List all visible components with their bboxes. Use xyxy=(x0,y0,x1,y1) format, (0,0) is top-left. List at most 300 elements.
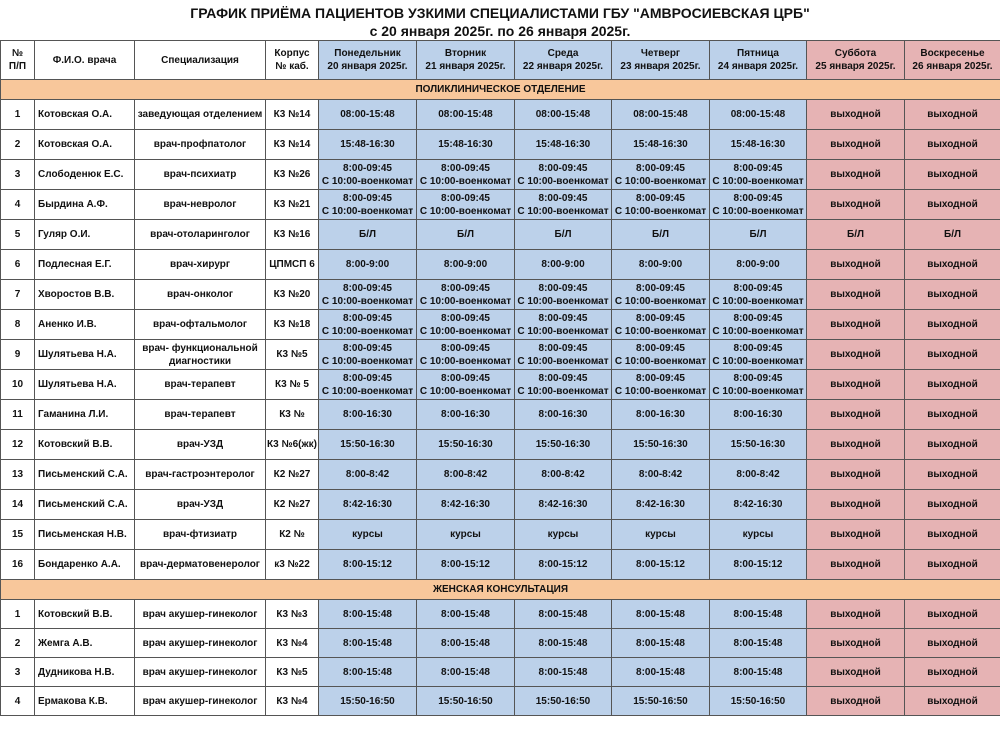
schedule-wednesday xyxy=(515,629,612,658)
schedule-line: выходной xyxy=(927,349,978,360)
schedule-line: 8:00-8:42 xyxy=(345,469,390,480)
schedule-line: 15:48-16:30 xyxy=(340,139,395,150)
schedule-monday xyxy=(319,340,417,370)
schedule-line: 8:00-16:30 xyxy=(441,409,490,420)
schedule-sunday xyxy=(905,280,1000,310)
table-row xyxy=(1,220,1000,250)
schedule-line: 8:00-16:30 xyxy=(538,409,588,420)
row-number: 12 xyxy=(1,430,35,460)
schedule-line: 8:00-09:45 xyxy=(636,312,685,324)
schedule-line: выходной xyxy=(830,666,881,678)
doctor-name: Письменский С.А. xyxy=(35,460,135,490)
doctor-name: Письменская Н.В. xyxy=(35,520,135,550)
schedule-line: 8:00-15:48 xyxy=(343,666,392,678)
schedule-line: 8:00-15:48 xyxy=(733,608,783,620)
header-name: Ф.И.О. врача xyxy=(35,41,135,80)
doctor-name: Котовская О.А. xyxy=(35,130,135,160)
schedule-line: 8:00-15:12 xyxy=(538,559,588,570)
schedule-sunday xyxy=(905,130,1000,160)
schedule-monday xyxy=(319,370,417,400)
schedule-line: С 10:00-военкомат xyxy=(614,325,707,337)
row-number: 14 xyxy=(1,490,35,520)
row-number: 5 xyxy=(1,220,35,250)
doctor-name: Шулятьева Н.А. xyxy=(35,370,135,400)
specialization xyxy=(135,160,266,190)
schedule-saturday xyxy=(807,280,905,310)
specialization-line: заведующая отделением xyxy=(137,109,263,120)
doctor-name: Гуляр О.И. xyxy=(35,220,135,250)
schedule-line: С 10:00-военкомат xyxy=(614,175,707,187)
header-day-tuesday: Вторник 21 января 2025г. xyxy=(417,41,515,80)
specialization-line: врач-УЗД xyxy=(176,499,224,510)
schedule-line: 8:42-16:30 xyxy=(441,499,490,510)
table-row xyxy=(1,687,1000,716)
schedule-line: выходной xyxy=(830,289,881,300)
schedule-line: Б/Л xyxy=(749,229,767,240)
schedule-monday xyxy=(319,550,417,580)
row-number: 10 xyxy=(1,370,35,400)
schedule-tuesday xyxy=(417,600,515,629)
header-day-friday: Пятница 24 января 2025г. xyxy=(710,41,807,80)
schedule-monday xyxy=(319,400,417,430)
schedule-line: 08:00-15:48 xyxy=(730,109,786,120)
row-number: 4 xyxy=(1,190,35,220)
schedule-tuesday xyxy=(417,460,515,490)
schedule-tuesday xyxy=(417,370,515,400)
schedule-thursday xyxy=(612,629,710,658)
table-row xyxy=(1,629,1000,658)
doctor-name: Ермакова К.В. xyxy=(35,687,135,716)
schedule-thursday xyxy=(612,430,710,460)
schedule-wednesday xyxy=(515,370,612,400)
schedule-line: С 10:00-военкомат xyxy=(712,355,804,367)
table-row xyxy=(1,520,1000,550)
room: К3 №5 xyxy=(266,340,319,370)
schedule-line: 8:00-09:45 xyxy=(636,342,685,354)
schedule-line: Б/Л xyxy=(359,229,376,240)
schedule-line: курсы xyxy=(645,529,676,540)
schedule-line: 8:00-15:48 xyxy=(343,608,392,620)
schedule-monday xyxy=(319,220,417,250)
schedule-line: Б/Л xyxy=(457,229,474,240)
schedule-line: выходной xyxy=(927,319,978,330)
schedule-line: С 10:00-военкомат xyxy=(419,295,512,307)
schedule-thursday xyxy=(612,490,710,520)
specialization xyxy=(135,370,266,400)
table-row xyxy=(1,550,1000,580)
schedule-line: 15:50-16:30 xyxy=(340,439,395,450)
schedule-saturday xyxy=(807,160,905,190)
schedule-line: 15:48-16:30 xyxy=(535,139,591,150)
schedule-line: 8:00-15:48 xyxy=(343,637,392,649)
schedule-line: 8:00-9:00 xyxy=(736,259,780,270)
schedule-saturday xyxy=(807,629,905,658)
schedule-line: С 10:00-военкомат xyxy=(712,325,804,337)
schedule-line: С 10:00-военкомат xyxy=(517,355,609,367)
schedule-saturday xyxy=(807,250,905,280)
schedule-monday xyxy=(319,520,417,550)
specialization-line: врач-онколог xyxy=(166,289,234,300)
schedule-line: 8:00-9:00 xyxy=(638,259,683,270)
schedule-line: С 10:00-военкомат xyxy=(712,295,804,307)
specialization xyxy=(135,100,266,130)
header-day-thursday: Четверг 23 января 2025г. xyxy=(612,41,710,80)
schedule-saturday xyxy=(807,370,905,400)
schedule-thursday xyxy=(612,160,710,190)
schedule-monday xyxy=(319,600,417,629)
schedule-friday xyxy=(710,490,807,520)
schedule-wednesday xyxy=(515,460,612,490)
schedule-line: 15:50-16:50 xyxy=(633,695,688,707)
doctor-name: Шулятьева Н.А. xyxy=(35,340,135,370)
specialization xyxy=(135,310,266,340)
room: К2 №27 xyxy=(266,460,319,490)
schedule-line: 8:42-16:30 xyxy=(636,499,685,510)
schedule-line: 8:00-15:48 xyxy=(538,637,588,649)
table-row xyxy=(1,600,1000,629)
schedule-tuesday xyxy=(417,100,515,130)
table-row xyxy=(1,340,1000,370)
schedule-line: С 10:00-военкомат xyxy=(517,295,609,307)
specialization xyxy=(135,629,266,658)
schedule-monday xyxy=(319,160,417,190)
doctor-name: Бондаренко А.А. xyxy=(35,550,135,580)
row-number: 16 xyxy=(1,550,35,580)
doctor-name: Котовский В.В. xyxy=(35,600,135,629)
room: К3 № xyxy=(266,400,319,430)
schedule-line: выходной xyxy=(927,199,978,210)
schedule-saturday xyxy=(807,100,905,130)
schedule-line: 8:00-8:42 xyxy=(541,469,585,480)
schedule-line: С 10:00-военкомат xyxy=(419,385,512,397)
doctor-name: Слободенюк Е.С. xyxy=(35,160,135,190)
schedule-friday xyxy=(710,629,807,658)
schedule-line: 8:00-09:45 xyxy=(538,162,588,174)
schedule-line: 8:00-09:45 xyxy=(636,372,685,384)
specialization-line: врач-профпатолог xyxy=(153,139,247,150)
table-row xyxy=(1,370,1000,400)
room: К3 №14 xyxy=(266,100,319,130)
schedule-line: 8:00-15:48 xyxy=(636,608,685,620)
schedule-line: С 10:00-военкомат xyxy=(614,205,707,217)
row-number: 9 xyxy=(1,340,35,370)
specialization-line: врач акушер-гинеколог xyxy=(142,666,258,678)
schedule-sunday xyxy=(905,250,1000,280)
schedule-friday xyxy=(710,220,807,250)
schedule-line: 08:00-15:48 xyxy=(438,109,493,120)
doctor-name: Письменский С.А. xyxy=(35,490,135,520)
schedule-wednesday xyxy=(515,190,612,220)
schedule-line: 8:00-15:12 xyxy=(343,559,392,570)
schedule-line: 8:00-09:45 xyxy=(733,342,783,354)
schedule-line: курсы xyxy=(450,529,481,540)
schedule-line: 8:00-09:45 xyxy=(538,372,588,384)
schedule-line: выходной xyxy=(927,379,978,390)
header-day-sunday: Воскресенье 26 января 2025г. xyxy=(905,41,1000,80)
row-number: 2 xyxy=(1,629,35,658)
table-row xyxy=(1,460,1000,490)
schedule-friday xyxy=(710,550,807,580)
schedule-line: С 10:00-военкомат xyxy=(517,175,609,187)
schedule-friday xyxy=(710,310,807,340)
schedule-line: выходной xyxy=(830,637,881,649)
room: К3 №5 xyxy=(266,658,319,687)
schedule-saturday xyxy=(807,687,905,716)
schedule-line: выходной xyxy=(927,289,978,300)
row-number: 1 xyxy=(1,100,35,130)
room: К3 №4 xyxy=(266,687,319,716)
schedule-line: 8:00-09:45 xyxy=(441,162,490,174)
schedule-line: 15:48-16:30 xyxy=(730,139,786,150)
schedule-line: 8:42-16:30 xyxy=(538,499,588,510)
schedule-line: выходной xyxy=(927,695,978,707)
schedule-line: 8:00-09:45 xyxy=(441,342,490,354)
schedule-thursday xyxy=(612,400,710,430)
schedule-saturday xyxy=(807,658,905,687)
header-day-wednesday: Среда 22 января 2025г. xyxy=(515,41,612,80)
schedule-line: выходной xyxy=(927,637,978,649)
schedule-tuesday xyxy=(417,250,515,280)
schedule-monday xyxy=(319,250,417,280)
schedule-tuesday xyxy=(417,520,515,550)
schedule-line: 8:00-15:48 xyxy=(636,666,685,678)
schedule-sunday xyxy=(905,658,1000,687)
schedule-saturday xyxy=(807,190,905,220)
specialization xyxy=(135,400,266,430)
schedule-thursday xyxy=(612,310,710,340)
specialization-line: врач-невролог xyxy=(163,199,237,210)
row-number: 8 xyxy=(1,310,35,340)
schedule-wednesday xyxy=(515,280,612,310)
schedule-line: 15:48-16:30 xyxy=(633,139,688,150)
schedule-tuesday xyxy=(417,550,515,580)
room: К3 №4 xyxy=(266,629,319,658)
schedule-sunday xyxy=(905,310,1000,340)
schedule-line: выходной xyxy=(927,259,978,270)
schedule-line: Б/Л xyxy=(847,229,864,240)
schedule-line: С 10:00-военкомат xyxy=(712,205,804,217)
schedule-line: 8:00-15:12 xyxy=(733,559,783,570)
schedule-line: С 10:00-военкомат xyxy=(419,175,512,187)
schedule-line: выходной xyxy=(830,379,881,390)
specialization xyxy=(135,600,266,629)
schedule-sunday xyxy=(905,550,1000,580)
schedule-friday xyxy=(710,190,807,220)
table-row xyxy=(1,190,1000,220)
specialization-line: врач-отоларинголог xyxy=(150,229,250,240)
schedule-monday xyxy=(319,280,417,310)
schedule-line: выходной xyxy=(830,409,881,420)
room: К3 №21 xyxy=(266,190,319,220)
schedule-thursday xyxy=(612,658,710,687)
schedule-friday xyxy=(710,460,807,490)
schedule-monday xyxy=(319,190,417,220)
schedule-tuesday xyxy=(417,220,515,250)
schedule-line: 8:00-09:45 xyxy=(441,192,490,204)
schedule-line: 8:00-8:42 xyxy=(736,469,780,480)
schedule-sunday xyxy=(905,520,1000,550)
schedule-friday xyxy=(710,400,807,430)
section-header-row xyxy=(1,80,1000,100)
schedule-line: выходной xyxy=(830,559,881,570)
table-header-row xyxy=(1,41,1000,80)
row-number: 4 xyxy=(1,687,35,716)
specialization-line: диагностики xyxy=(169,355,231,367)
schedule-wednesday xyxy=(515,490,612,520)
header-day-saturday: Суббота 25 января 2025г. xyxy=(807,41,905,80)
schedule-line: 8:00-15:48 xyxy=(733,637,783,649)
schedule-line: выходной xyxy=(927,666,978,678)
schedule-thursday xyxy=(612,520,710,550)
schedule-wednesday xyxy=(515,250,612,280)
doctor-name: Котовская О.А. xyxy=(35,100,135,130)
schedule-line: выходной xyxy=(830,439,881,450)
schedule-line: выходной xyxy=(830,608,881,620)
schedule-saturday xyxy=(807,400,905,430)
specialization-line: врач-психиатр xyxy=(163,169,237,180)
schedule-friday xyxy=(710,687,807,716)
schedule-line: выходной xyxy=(830,319,881,330)
schedule-line: 15:50-16:50 xyxy=(438,695,493,707)
schedule-line: 8:00-09:45 xyxy=(538,342,588,354)
schedule-line: С 10:00-военкомат xyxy=(419,205,512,217)
schedule-monday xyxy=(319,310,417,340)
schedule-line: 8:00-09:45 xyxy=(343,372,392,384)
schedule-line: С 10:00-военкомат xyxy=(321,385,414,397)
schedule-line: 08:00-15:48 xyxy=(633,109,688,120)
schedule-tuesday xyxy=(417,340,515,370)
schedule-line: 8:00-09:45 xyxy=(343,282,392,294)
schedule-thursday xyxy=(612,190,710,220)
doctor-name: Хворостов В.В. xyxy=(35,280,135,310)
schedule-line: С 10:00-военкомат xyxy=(321,175,414,187)
table-row xyxy=(1,400,1000,430)
schedule-line: выходной xyxy=(830,259,881,270)
specialization-line: врач акушер-гинеколог xyxy=(142,637,258,649)
schedule-thursday xyxy=(612,600,710,629)
document-subtitle: с 20 января 2025г. по 26 января 2025г. xyxy=(369,23,631,39)
schedule-table xyxy=(0,40,1000,716)
schedule-saturday xyxy=(807,550,905,580)
schedule-saturday xyxy=(807,460,905,490)
room: К3 №14 xyxy=(266,130,319,160)
schedule-tuesday xyxy=(417,430,515,460)
schedule-line: С 10:00-военкомат xyxy=(712,175,804,187)
schedule-line: 8:00-15:48 xyxy=(538,666,588,678)
schedule-line: 15:50-16:50 xyxy=(730,695,786,707)
specialization-line: врач- функциональной xyxy=(142,342,258,354)
specialization xyxy=(135,130,266,160)
doctor-name: Аненко И.В. xyxy=(35,310,135,340)
schedule-thursday xyxy=(612,340,710,370)
header-specialization: Специализация xyxy=(135,41,266,80)
section-header-row xyxy=(1,580,1000,600)
specialization-line: врач-фтизиатр xyxy=(162,529,238,540)
schedule-line: 8:00-09:45 xyxy=(538,282,588,294)
table-row xyxy=(1,160,1000,190)
schedule-line: 8:00-09:45 xyxy=(343,312,392,324)
specialization-line: врач-дерматовенеролог xyxy=(140,559,260,570)
schedule-line: 8:00-09:45 xyxy=(636,162,685,174)
specialization xyxy=(135,220,266,250)
schedule-line: С 10:00-военкомат xyxy=(321,325,414,337)
schedule-line: выходной xyxy=(830,499,881,510)
schedule-line: С 10:00-военкомат xyxy=(517,385,609,397)
schedule-wednesday xyxy=(515,550,612,580)
schedule-line: выходной xyxy=(830,695,881,707)
schedule-line: выходной xyxy=(927,439,978,450)
row-number: 3 xyxy=(1,160,35,190)
schedule-sunday xyxy=(905,190,1000,220)
schedule-line: С 10:00-военкомат xyxy=(614,295,707,307)
schedule-friday xyxy=(710,160,807,190)
schedule-line: С 10:00-военкомат xyxy=(419,325,512,337)
schedule-line: 8:00-15:48 xyxy=(733,666,783,678)
schedule-line: выходной xyxy=(927,169,978,180)
schedule-sunday xyxy=(905,460,1000,490)
schedule-sunday xyxy=(905,400,1000,430)
schedule-line: 8:00-09:45 xyxy=(733,282,783,294)
schedule-tuesday xyxy=(417,400,515,430)
table-row xyxy=(1,430,1000,460)
specialization xyxy=(135,280,266,310)
schedule-monday xyxy=(319,130,417,160)
row-number: 11 xyxy=(1,400,35,430)
schedule-wednesday xyxy=(515,310,612,340)
schedule-tuesday xyxy=(417,490,515,520)
doctor-name: Гаманина Л.И. xyxy=(35,400,135,430)
schedule-monday xyxy=(319,430,417,460)
schedule-line: 15:50-16:30 xyxy=(730,439,786,450)
room: К3 №18 xyxy=(266,310,319,340)
table-row xyxy=(1,100,1000,130)
table-row xyxy=(1,658,1000,687)
schedule-line: 8:00-09:45 xyxy=(441,372,490,384)
schedule-friday xyxy=(710,280,807,310)
schedule-wednesday xyxy=(515,520,612,550)
schedule-monday xyxy=(319,658,417,687)
specialization xyxy=(135,460,266,490)
schedule-line: 8:00-09:45 xyxy=(343,162,392,174)
schedule-monday xyxy=(319,460,417,490)
schedule-line: 8:00-9:00 xyxy=(345,259,390,270)
specialization xyxy=(135,520,266,550)
schedule-line: С 10:00-военкомат xyxy=(517,205,609,217)
row-number: 2 xyxy=(1,130,35,160)
schedule-friday xyxy=(710,430,807,460)
schedule-line: 8:00-15:48 xyxy=(441,666,490,678)
schedule-line: 8:00-09:45 xyxy=(538,192,588,204)
table-row xyxy=(1,490,1000,520)
schedule-line: 8:00-8:42 xyxy=(443,469,488,480)
schedule-line: 8:00-09:45 xyxy=(733,372,783,384)
specialization xyxy=(135,340,266,370)
schedule-line: выходной xyxy=(927,529,978,540)
schedule-line: С 10:00-военкомат xyxy=(321,295,414,307)
schedule-sunday xyxy=(905,370,1000,400)
section-title: ПОЛИКЛИНИЧЕСКОЕ ОТДЕЛЕНИЕ xyxy=(1,80,1000,100)
schedule-friday xyxy=(710,520,807,550)
specialization xyxy=(135,658,266,687)
schedule-line: С 10:00-военкомат xyxy=(419,355,512,367)
schedule-line: выходной xyxy=(927,469,978,480)
schedule-sunday xyxy=(905,100,1000,130)
header-num: № П/П xyxy=(1,41,35,80)
schedule-line: 8:00-09:45 xyxy=(343,342,392,354)
schedule-friday xyxy=(710,370,807,400)
schedule-line: С 10:00-военкомат xyxy=(712,385,804,397)
specialization xyxy=(135,550,266,580)
